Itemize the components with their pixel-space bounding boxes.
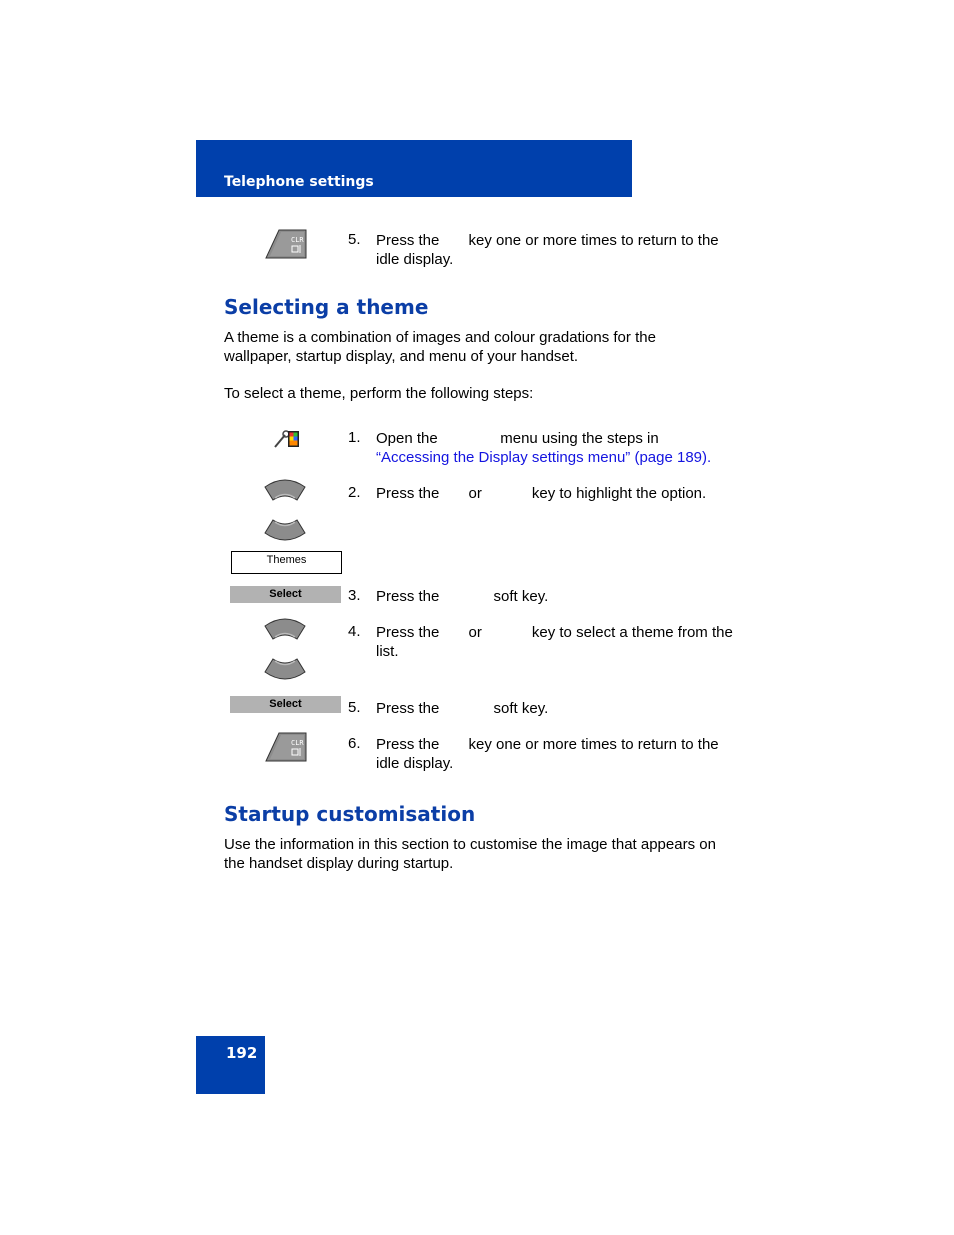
step-text: Press the soft key. [376, 588, 549, 605]
step-text: Press the soft key. [376, 700, 549, 717]
step-text: Press the key one or more times to return to the idle display. [376, 736, 723, 772]
step-text: Press the key one or more times to return to the idle display. [376, 232, 723, 268]
cross-reference-link[interactable]: “Accessing the Display settings menu” (page 189). [376, 449, 712, 466]
page-number: 192 [226, 1044, 258, 1062]
step-number: 6. [348, 735, 361, 752]
select-soft-key: Select [230, 586, 341, 603]
clr-key-icon [265, 732, 307, 762]
svg-text:CLR: CLR [291, 236, 304, 244]
header-title: Telephone settings [224, 174, 374, 190]
display-settings-icon [273, 429, 301, 449]
step-text: Press the or key to select a theme from the list. [376, 624, 737, 660]
step-text: Press the or key to highlight the option. [376, 485, 707, 502]
step-number: 3. [348, 587, 361, 604]
down-nav-key-icon [263, 516, 307, 542]
step-number: 5. [348, 699, 361, 716]
step-text: Open the menu using the steps in [376, 430, 659, 447]
steps-intro: To select a theme, perform the following steps: [224, 385, 534, 402]
clr-key-icon [265, 229, 307, 259]
select-soft-key: Select [230, 696, 341, 713]
step-number: 2. [348, 484, 361, 501]
intro-paragraph: A theme is a combination of images and colour gradations for the wallpaper, startup display, and menu of your handset. [224, 329, 656, 365]
section-heading-startup-customisation: Startup customisation [224, 802, 476, 826]
down-nav-key-icon [263, 655, 307, 681]
svg-text:CLR: CLR [291, 739, 304, 747]
step-number: 4. [348, 623, 361, 640]
themes-menu-item: Themes [231, 551, 342, 574]
step-number: 5. [348, 231, 361, 248]
up-nav-key-icon [263, 617, 307, 643]
section-heading-selecting-theme: Selecting a theme [224, 295, 429, 319]
up-nav-key-icon [263, 478, 307, 504]
startup-paragraph: Use the information in this section to customise the image that appears on the handset display during startup. [224, 836, 716, 872]
step-number: 1. [348, 429, 361, 446]
